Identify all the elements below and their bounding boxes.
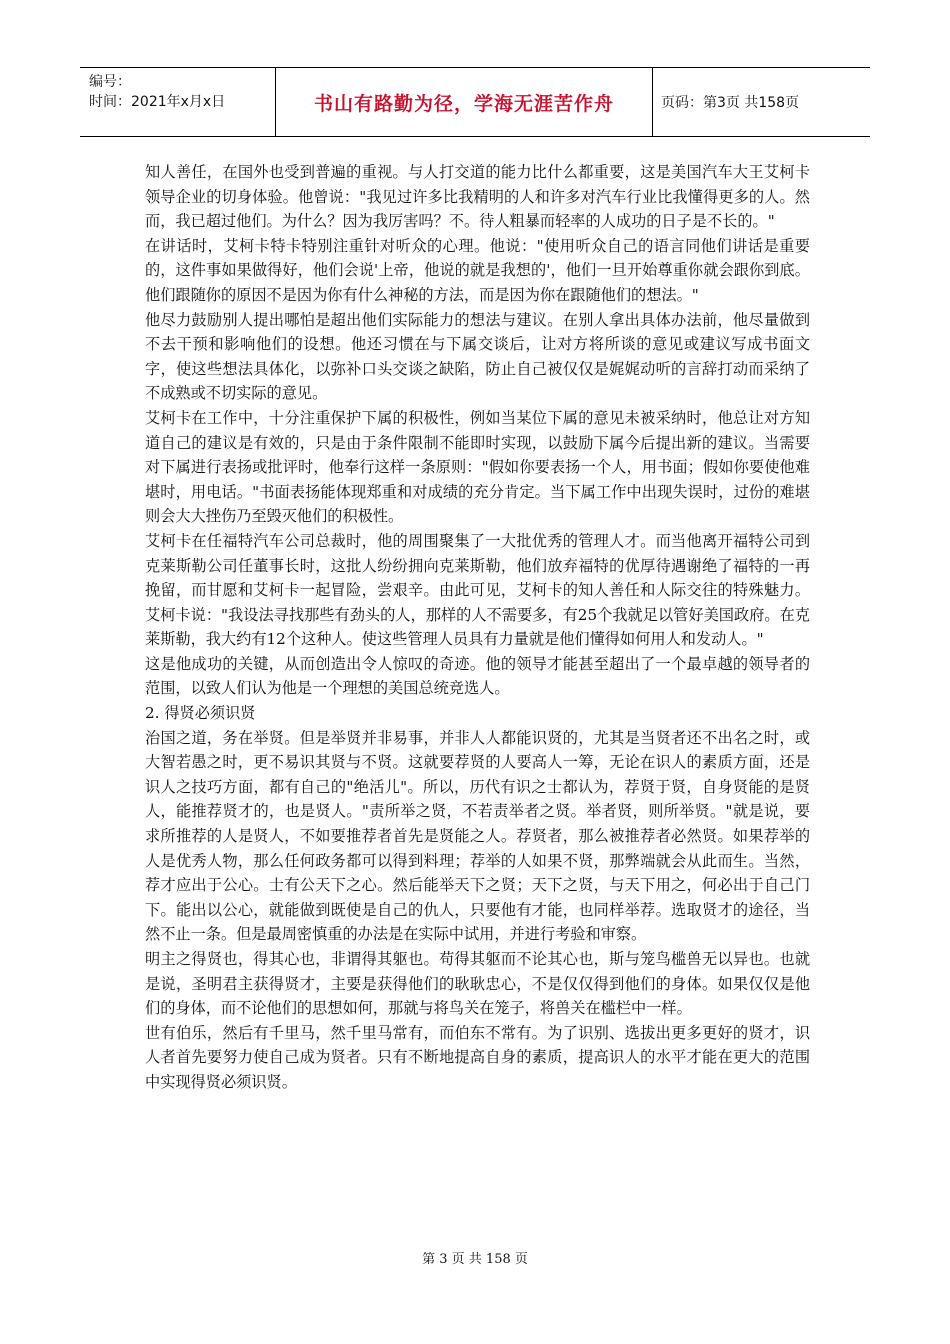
document-date-label: 时间：2021年x月x日	[89, 94, 226, 110]
section-heading: 2. 得贤必须识贤	[145, 704, 256, 723]
paragraph: 世有伯乐，然后有千里马，然千里马常有，而伯东不常有。为了识别、选拔出更多更好的贤才，识人者首先要努力使自己成为贤者。只有不断地提高自身的素质，提高识人的水平才能在更大的范围中实现得贤必须识贤。	[145, 1023, 810, 1091]
page-header	[80, 67, 870, 137]
paragraph: 这是他成功的关键，从而创造出令人惊叹的奇迹。他的领导才能甚至超出了一个最卓越的领导者的范围，以致人们认为他是一个理想的美国总统竞选人。	[145, 654, 810, 698]
paragraph: 知人善任，在国外也受到普遍的重视。与人打交道的能力比什么都重要，这是美国汽车大王艾柯卡领导企业的切身体验。他曾说："我见过许多比我精明的人和许多对汽车行业比我懂得更多的人。然而，我已超过他们。为什么？因为我厉害吗？不。待人粗暴而轻率的人成功的日子是不长的。"	[145, 163, 810, 231]
header-page-info: 页码：第3页 共158页	[661, 95, 800, 111]
document-body	[145, 160, 810, 1095]
document-number-label: 编号：	[89, 74, 131, 90]
paragraph: 明主之得贤也，得其心也，非谓得其躯也。苟得其躯而不论其心也，斯与笼鸟槛兽无以异也。也就是说，圣明君主获得贤才，主要是获得他们的耿耿忠心，不是仅仅得到他们的身体。如果仅仅是他们的身体，而不论他们的思想如何，那就与将鸟关在笼子，将兽关在槛栏中一样。	[145, 950, 810, 1018]
paragraph: 艾柯卡在工作中，十分注重保护下属的积极性，例如当某位下属的意见未被采纳时，他总让对方知道自己的建议是有效的，只是由于条件限制不能即时实现，以鼓励下属今后提出新的建议。当需要对下属进行表扬或批评时，他奉行这样一条原则："假如你要表扬一个人，用书面；假如你要使他难堪时，用电话。"书面表扬能体现郑重和对成绩的充分肯定。当下属工作中出现失误时，过份的难堪则会大大挫伤乃至毁灭他们的积极性。	[145, 408, 810, 526]
header-meta	[80, 68, 276, 136]
header-motto: 书山有路勤为径，学海无涯苦作舟	[313, 92, 614, 115]
paragraph: 艾柯卡在任福特汽车公司总裁时，他的周围聚集了一大批优秀的管理人才。而当他离开福特公司到克莱斯勒公司任董事长时，这批人纷纷拥向克莱斯勒，他们放弃福特的优厚待遇谢绝了福特的一再挽留，而甘愿和艾柯卡一起冒险，尝艰辛。由此可见，艾柯卡的知人善任和人际交往的特殊魅力。艾柯卡说："我设法寻找那些有劲头的人，那样的人不需要多，有25个我就足以管好美国政府。在克莱斯勒，我大约有12个这种人。使这些管理人员具有力量就是他们懂得如何用人和发动人。"	[145, 531, 810, 649]
paragraph: 治国之道，务在举贤。但是举贤并非易事，并非人人都能识贤的，尤其是当贤者还不出名之时，或大智若愚之时，更不易识其贤与不贤。这就要荐贤的人要高人一筹，无论在识人的素质方面，还是识人之技巧方面，都有自己的"绝活儿"。所以，历代有识之士都认为，荐贤于贤，自身贤能的是贤人，能推荐贤才的，也是贤人。"责所举之贤，不若责举者之贤。举者贤，则所举贤。"就是说，要求所推荐的人是贤人，不如要推荐者首先是贤能之人。荐贤者，那么被推荐者必然贤。如果荐举的人是优秀人物，那么任何政务都可以得到料理；荐举的人如果不贤，那弊端就会从此而生。当然，荐才应出于公心。士有公天下之心。然后能举天下之贤；天下之贤，与天下用之，何必出于自己门下。能出以公心，就能做到既使是自己的仇人，只要他有才能，也同样举荐。选取贤才的途径，当然不止一条。但是最周密慎重的办法是在实际中试用，并进行考验和审察。	[145, 728, 810, 944]
header-motto-cell	[276, 68, 653, 136]
paragraph: 在讲话时，艾柯卡特卡特别注重针对听众的心理。他说："使用听众自己的语言同他们讲话是重要的，这件事如果做得好，他们会说'上帝，他说的就是我想的'，他们一旦开始尊重你就会跟你到底。他们跟随你的原因不是因为你有什么神秘的方法，而是因为你在跟随他们的想法。"	[145, 236, 810, 304]
page-footer: 第 3 页 共 158 页	[422, 1252, 528, 1267]
paragraph: 他尽力鼓励别人提出哪怕是超出他们实际能力的想法与建议。在别人拿出具体办法前，他尽量做到不去干预和影响他们的设想。他还习惯在与下属交谈后，让对方将所谈的意见或建议写成书面文字，使这些想法具体化，以弥补口头交谈之缺陷，防止自己被仅仅是娓娓动听的言辞打动而采纳了不成熟或不切实际的意见。	[145, 310, 810, 403]
